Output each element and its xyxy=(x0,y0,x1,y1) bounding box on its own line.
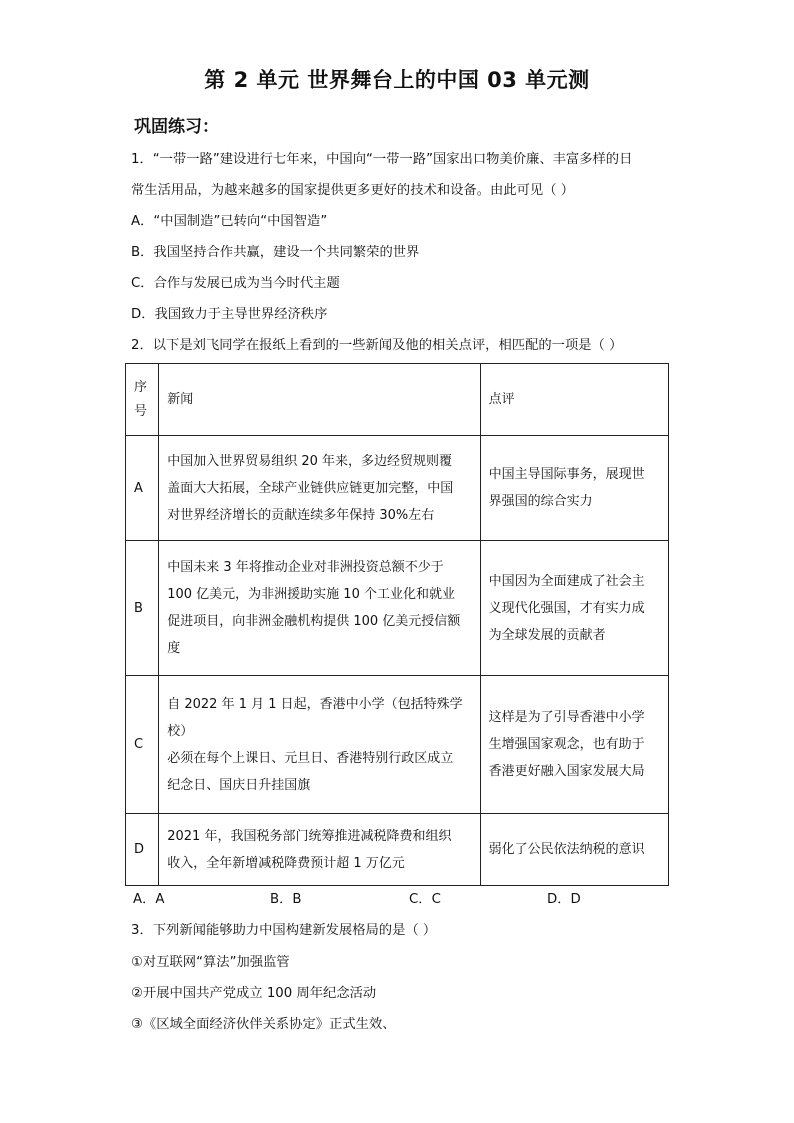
table-row xyxy=(126,436,669,541)
q1-stem-line1: 1．“一带一路”建设进行七年来，中国向“一带一路”国家出口物美价廉、丰富多样的日 xyxy=(131,152,633,167)
news-line: 对世界经济增长的贡献连续多年保持 30%左右 xyxy=(167,507,435,523)
row-seq: B xyxy=(126,541,159,676)
news-line: 盖面大大拓展，全球产业链供应链更加完整，中国 xyxy=(167,480,454,496)
q2-answer-b: B．B xyxy=(270,892,302,907)
comment-line: 生增强国家观念，也有助于 xyxy=(488,737,645,752)
q1-option-b: B．我国坚持合作共赢，建设一个共同繁荣的世界 xyxy=(131,245,420,260)
row-news xyxy=(159,541,480,676)
news-line: 纪念日、国庆日升挂国旗 xyxy=(167,777,311,793)
q1-option-c: C．合作与发展已成为当今时代主题 xyxy=(131,276,340,291)
comment-line: 弱化了公民依法纳税的意识 xyxy=(488,842,645,857)
news-line: 自 2022 年 1 月 1 日起，香港中小学（包括特殊学 xyxy=(167,696,463,712)
q1-option-d: D．我国致力于主导世界经济秩序 xyxy=(131,307,328,322)
header-comment: 点评 xyxy=(480,364,668,436)
row-comment xyxy=(480,541,668,676)
news-line: 度 xyxy=(167,641,181,656)
news-line: 中国加入世界贸易组织 20 年来，多边经贸规则覆 xyxy=(167,453,453,469)
row-seq: C xyxy=(126,676,159,814)
news-line: 2021 年，我国税务部门统筹推进减税降费和组织 xyxy=(167,828,452,844)
row-seq: D xyxy=(126,814,159,886)
comment-line: 为全球发展的贡献者 xyxy=(488,627,606,643)
comment-line: 界强国的综合实力 xyxy=(488,494,593,509)
header-seq: 序号 xyxy=(126,364,159,436)
news-line: 促进项目，向非洲金融机构提供 100 亿美元授信额 xyxy=(167,614,461,629)
comment-line: 香港更好融入国家发展大局 xyxy=(488,764,645,779)
row-seq: A xyxy=(126,436,159,541)
comment-line: 中国主导国际事务，展现世 xyxy=(488,467,645,482)
news-line: 校） xyxy=(167,723,194,739)
q1-option-a: A．“中国制造”已转向“中国智造” xyxy=(131,214,328,229)
news-line: 中国未来 3 年将推动企业对非洲投资总额不少于 xyxy=(167,560,444,575)
header-news: 新闻 xyxy=(159,364,480,436)
row-comment xyxy=(480,814,668,886)
q3-stem: 3．下列新闻能够助力中国构建新发展格局的是（ ） xyxy=(131,923,437,938)
q1-stem-line2: 常生活用品，为越来越多的国家提供更多更好的技术和设备。由此可见（ ） xyxy=(131,183,575,198)
row-comment xyxy=(480,676,668,814)
comment-line: 这样是为了引导香港中小学 xyxy=(488,710,645,725)
row-news xyxy=(159,436,480,541)
q3-item-3: ③《区域全面经济伙伴关系协定》正式生效、 xyxy=(131,1017,396,1032)
news-line: 收入，全年新增减税降费预计超 1 万亿元 xyxy=(167,855,405,871)
table-row xyxy=(126,541,669,676)
row-comment xyxy=(480,436,668,541)
section-heading: 巩固练习： xyxy=(134,117,219,137)
news-table xyxy=(125,363,669,886)
comment-line: 义现代化强国，才有实力成 xyxy=(488,600,645,616)
news-line: 100 亿美元，为非洲援助实施 10 个工业化和就业 xyxy=(167,587,455,602)
row-news xyxy=(159,814,480,886)
table-row xyxy=(126,676,669,814)
q2-answer-a: A．A xyxy=(133,892,165,907)
q2-answer-c: C．C xyxy=(409,892,441,907)
q2-answer-d: D．D xyxy=(547,892,581,907)
q2-stem: 2．以下是刘飞同学在报纸上看到的一些新闻及他的相关点评，相匹配的一项是（ ） xyxy=(131,338,623,353)
q3-item-2: ②开展中国共产党成立 100 周年纪念活动 xyxy=(131,986,377,1001)
news-line: 必须在每个上课日、元旦日、香港特别行政区成立 xyxy=(167,750,454,766)
table-row xyxy=(126,814,669,886)
page-title: 第 2 单元 世界舞台上的中国 03 单元测 xyxy=(204,68,590,92)
table-header-row xyxy=(126,364,669,436)
q3-item-1: ①对互联网“算法”加强监管 xyxy=(131,955,290,970)
comment-line: 中国因为全面建成了社会主 xyxy=(488,573,645,589)
row-news xyxy=(159,676,480,814)
